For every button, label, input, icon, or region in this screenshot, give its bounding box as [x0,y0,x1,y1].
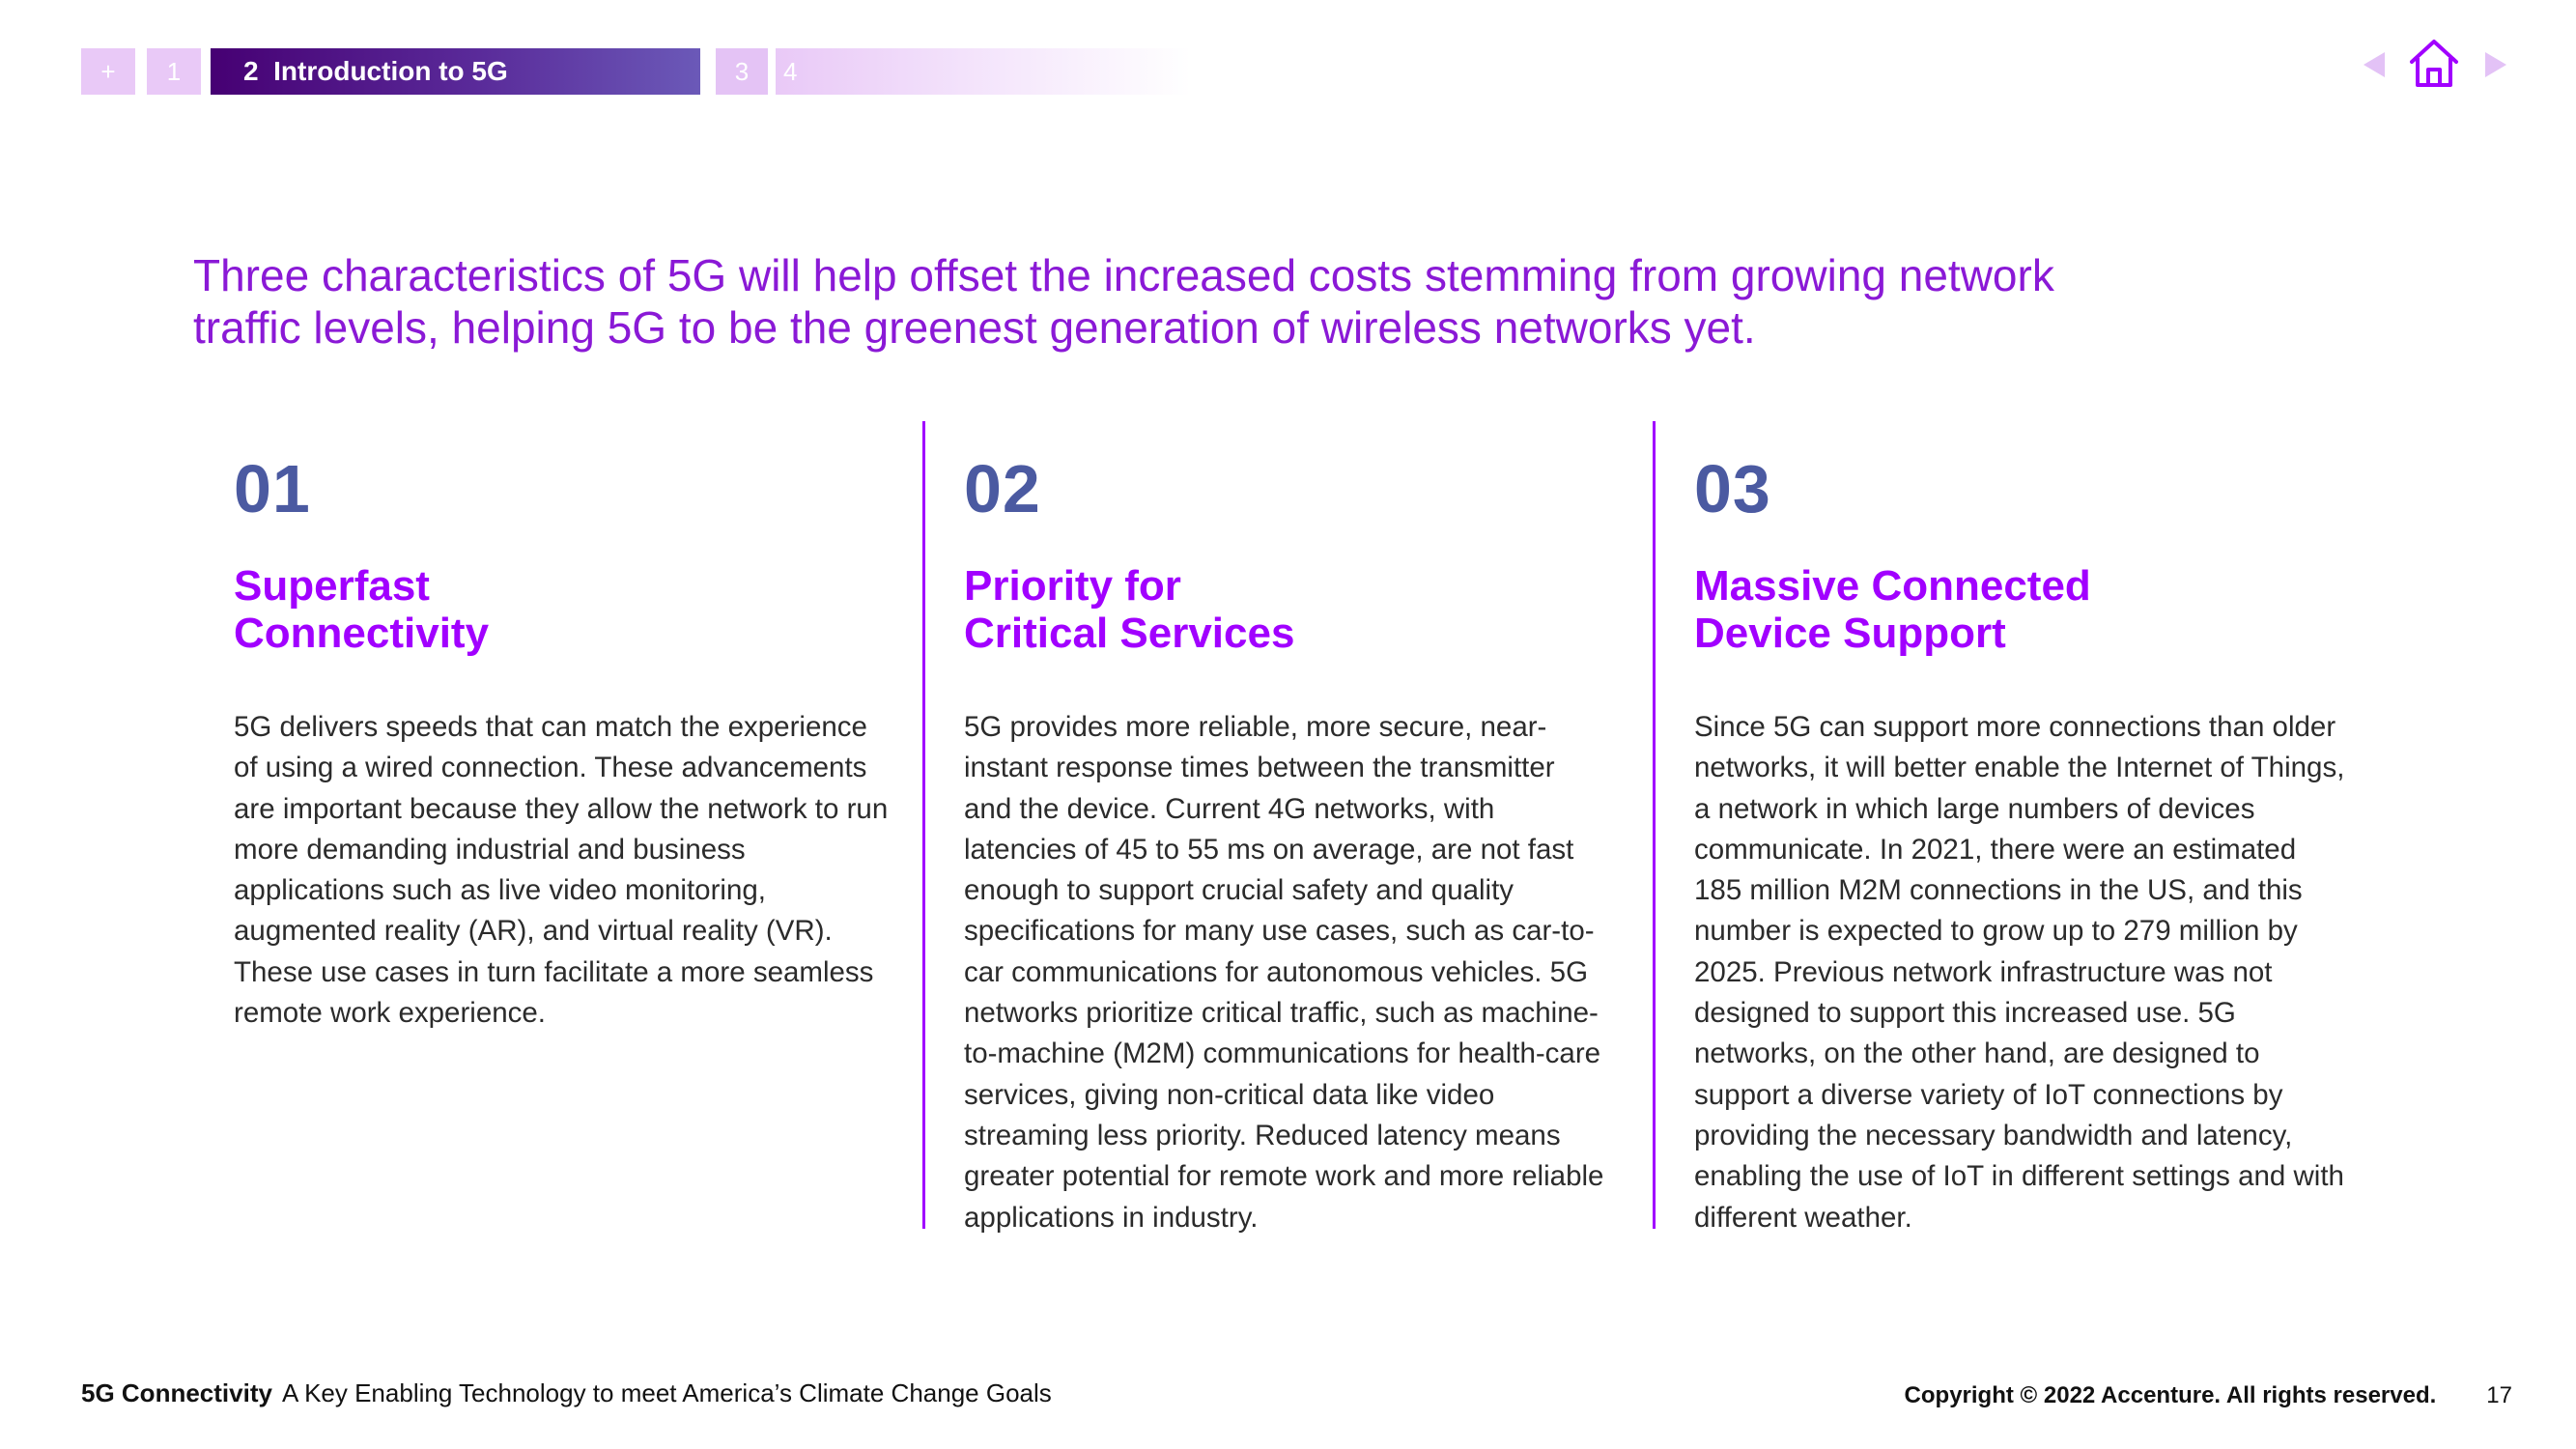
column-divider [1653,421,1656,1229]
nav-tab-3[interactable]: 3 [716,48,768,95]
footer-brand: 5G Connectivity [81,1378,272,1407]
footer-title [81,1378,1052,1408]
copyright-text: Copyright © 2022 Accenture. All rights reserved. [1904,1382,2437,1408]
characteristic-number: 01 [234,451,311,526]
column-divider [922,421,925,1229]
characteristic-body: 5G delivers speeds that can match the experience of using a wired connection. These advancements are important because they allow the network to run more demanding industrial and business applications such as live video monitoring, augmented reality (AR), and virtual reality (VR). These use cases in turn facilitate a more seamless remote work experience. [234,711,889,1030]
nav-tab-introduction[interactable]: 2 Introduction to 5G [211,48,700,95]
characteristic-title: Superfast Connectivity [234,562,490,657]
characteristic-column [234,450,910,1034]
footer-subtitle: A Key Enabling Technology to meet America’s Climate Change Goals [281,1378,1052,1407]
nav-tab-plus[interactable]: + [81,48,135,95]
page-headline: Three characteristics of 5G will help offset the increased costs stemming from growing network traffic levels, helping 5G to be the greenest generation of wireless networks yet. [193,250,2054,353]
nav-tab-1[interactable]: 1 [147,48,201,95]
characteristic-column [1694,450,2370,1238]
characteristic-title: Priority for Critical Services [964,562,1295,657]
nav-tab-4[interactable]: 4 [776,48,1191,95]
characteristic-number: 03 [1694,451,1771,526]
chevron-left-icon[interactable] [2364,52,2385,77]
footer-meta [1905,1382,2512,1409]
characteristic-body: 5G provides more reliable, more secure, near-instant response times between the transmitter and the device. Current 4G networks, with latencies of 45 to 55 ms on average, are not fast enough to support crucial safety and quality specifications for many use cases, such as car-to-car communications for autonomous vehicles. 5G networks prioritize critical traffic, such as machine-to-machine (M2M) communications for health-care services, giving non-critical data like video streaming less priority. Reduced latency means greater potential for remote work and more reliable applications in industry. [964,711,1604,1234]
chevron-right-icon[interactable] [2485,52,2506,77]
characteristic-column [964,450,1640,1238]
characteristic-title: Massive Connected Device Support [1694,562,2091,657]
characteristic-body: Since 5G can support more connections than older networks, it will better enable the Internet of Things, a network in which large numbers of devices communicate. In 2021, there were an estimated 185 million M2M connections in the US, and this number is expected to grow up to 279 million by 2025. Previous network infrastructure was not designed to support this increased use. 5G networks, on the other hand, are designed to support a diverse variety of IoT connections by providing the necessary bandwidth and latency, enabling the use of IoT in different settings and with different weather. [1694,711,2345,1234]
home-icon[interactable] [2406,37,2462,91]
characteristic-number: 02 [964,451,1041,526]
pager [2364,37,2506,95]
page-number: 17 [2486,1382,2512,1408]
section-nav [81,48,1191,95]
